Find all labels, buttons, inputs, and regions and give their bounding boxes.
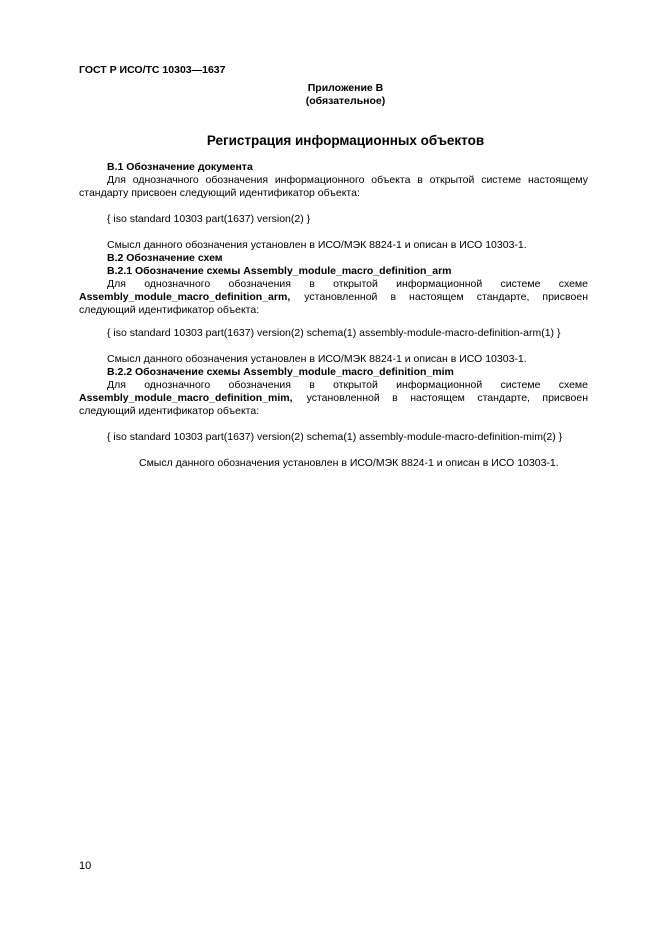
b21-paragraph-line2 (79, 291, 588, 304)
b22-heading: В.2.2 Обозначение схемы Assembly_module_macro_definition_mim (107, 366, 454, 378)
b21-identifier: { iso standard 10303 part(1637) version(2) schema(1) assembly-module-macro-definition-arm(1) } (107, 327, 561, 339)
b21-heading: В.2.1 Обозначение схемы Assembly_module_macro_definition_arm (107, 265, 452, 277)
b1-paragraph-line1: Для однозначного обозначения информационного объекта в открытой системе настоящему (107, 174, 588, 186)
section-title: Регистрация информационных объектов (206, 133, 485, 148)
document-header-id: ГОСТ Р ИСО/ТС 10303—1637 (79, 64, 226, 76)
b22-paragraph-line1: Для однозначного обозначения в открытой информационной системе схеме (107, 379, 588, 391)
b21-paragraph-line2-rest: установленной в настоящем стандарте, присвоен (304, 291, 588, 303)
b21-paragraph-line1: Для однозначного обозначения в открытой информационной системе схеме (107, 278, 588, 290)
b22-identifier: { iso standard 10303 part(1637) version(2) schema(1) assembly-module-macro-definition-mim(2) } (107, 431, 563, 443)
b21-paragraph-line3: следующий идентификатор объекта: (79, 304, 260, 316)
b22-paragraph-line2-rest: установленной в настоящем стандарте, присвоен (306, 392, 588, 404)
page-number: 10 (79, 860, 92, 872)
schema-name-arm: Assembly_module_macro_definition_arm, (79, 291, 291, 303)
b22-paragraph-line2 (79, 392, 588, 405)
b2-heading: В.2 Обозначение схем (107, 252, 223, 264)
b1-heading: В.1 Обозначение документа (107, 161, 253, 173)
b22-meaning: Смысл данного обозначения установлен в ИСО/МЭК 8824-1 и описан в ИСО 10303-1. (139, 457, 559, 469)
b1-paragraph-line2: стандарту присвоен следующий идентификатор объекта: (79, 187, 360, 199)
schema-name-mim: Assembly_module_macro_definition_mim, (79, 392, 293, 404)
b1-meaning: Смысл данного обозначения установлен в ИСО/МЭК 8824-1 и описан в ИСО 10303-1. (107, 239, 527, 251)
b21-meaning: Смысл данного обозначения установлен в ИСО/МЭК 8824-1 и описан в ИСО 10303-1. (107, 353, 527, 365)
appendix-subtitle: (обязательное) (305, 95, 386, 107)
b1-identifier: { iso standard 10303 part(1637) version(2) } (107, 213, 311, 225)
b22-paragraph-line3: следующий идентификатор объекта: (79, 405, 260, 417)
appendix-title: Приложение В (307, 82, 384, 94)
